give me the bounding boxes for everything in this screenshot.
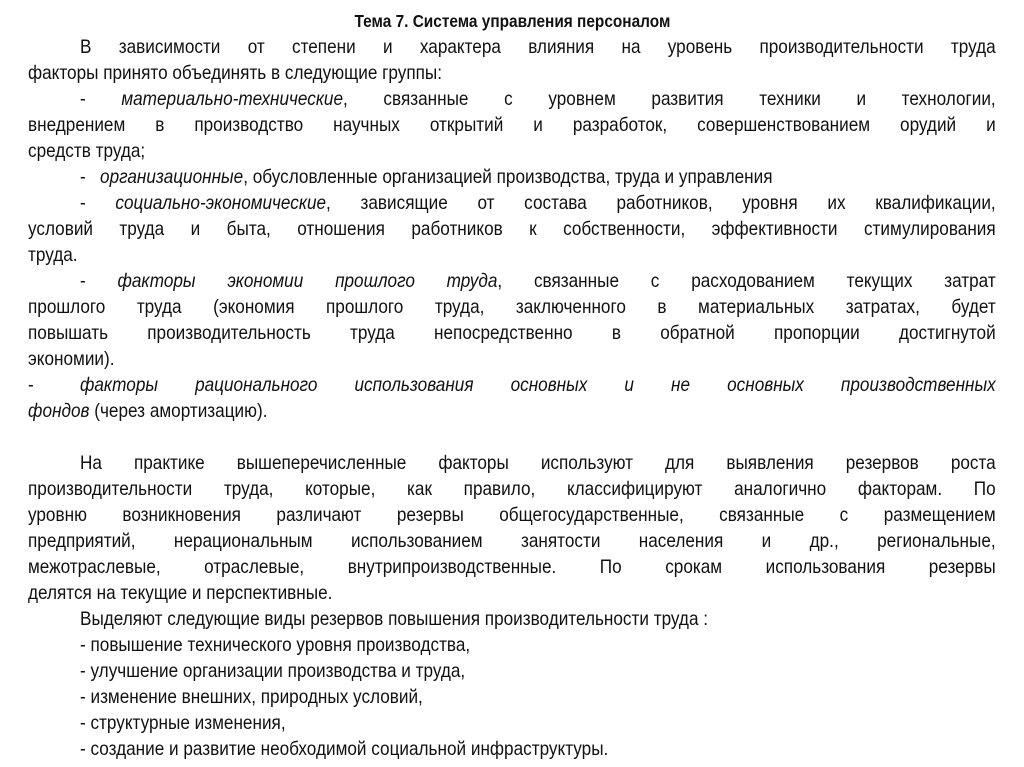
factor-item-funds: - факторы рационального использования основных и не основных производственных (28, 374, 996, 396)
factor-term: факторы рационального использования основных и не основных производственных (80, 374, 996, 396)
factor-item-socio-economic-line-3: труда. (28, 244, 78, 266)
reserves-paragraph-line-2: производительности труда, которые, как правило, классифицируют аналогично факторам. По (28, 478, 996, 500)
factor-item-past-labor-line-4: экономии). (28, 348, 115, 370)
reserves-paragraph-line-5: межотраслевые, отраслевые, внутрипроизводственные. По срокам использования резервы (28, 556, 996, 578)
factor-item-material: - материально-технические, связанные с уровнем развития техники и технологии, (80, 88, 996, 110)
reserves-paragraph-line-4: предприятий, нерациональным использованием занятости населения и др., региональные, (28, 530, 996, 552)
reserves-paragraph-line-1: На практике вышеперечисленные факторы используют для выявления резервов роста (80, 452, 996, 474)
factor-item-material-line-3: средств труда; (28, 140, 146, 162)
reserves-list-item: - создание и развитие необходимой социальной инфраструктуры. (80, 738, 609, 760)
paragraph-spacer (28, 424, 996, 450)
factor-item-funds-line-2: фондов (через амортизацию). (28, 400, 268, 422)
factor-term: материально-технические (121, 88, 344, 110)
intro-line-2: факторы принято объединять в следующие группы: (28, 62, 443, 84)
factor-item-past-labor-line-3: повышать производительность труда непосредственно в обратной пропорции достигнутой (28, 322, 996, 344)
factor-term: факторы экономии прошлого труда (117, 270, 498, 292)
factor-item-socio-economic: - социально-экономические, зависящие от состава работников, уровня их квалификации, (80, 192, 996, 214)
factor-term: социально-экономические (115, 192, 327, 214)
reserves-intro: Выделяют следующие виды резервов повышения производительности труда : (80, 608, 709, 630)
intro-line-1: В зависимости от степени и характера влияния на уровень производительности труда (80, 36, 996, 58)
factor-item-material-line-2: внедрением в производство научных открытий и разработок, совершенствованием орудий и (28, 114, 996, 136)
factor-item-socio-economic-line-2: условий труда и быта, отношения работников к собственности, эффективности стимулирования (28, 218, 996, 240)
document-page (28, 8, 996, 762)
factor-term: организационные (100, 166, 244, 188)
page-title: Тема 7. Система управления персоналом (354, 11, 670, 31)
factor-item-organizational: - организационные, обусловленные организацией производства, труда и управления (80, 166, 773, 188)
reserves-list-item: - структурные изменения, (80, 712, 286, 734)
reserves-paragraph-line-6: делятся на текущие и перспективные. (28, 582, 333, 604)
reserves-list-item: - изменение внешних, природных условий, (80, 686, 423, 708)
factor-term: фондов (28, 400, 90, 422)
reserves-list-item: - улучшение организации производства и труда, (80, 660, 466, 682)
reserves-list-item: - повышение технического уровня производства, (80, 634, 471, 656)
factor-item-past-labor: - факторы экономии прошлого труда, связанные с расходованием текущих затрат (80, 270, 996, 292)
reserves-paragraph-line-3: уровню возникновения различают резервы общегосударственные, связанные с размещением (28, 504, 996, 526)
factor-item-past-labor-line-2: прошлого труда (экономия прошлого труда, заключенного в материальных затратах, будет (28, 296, 996, 318)
